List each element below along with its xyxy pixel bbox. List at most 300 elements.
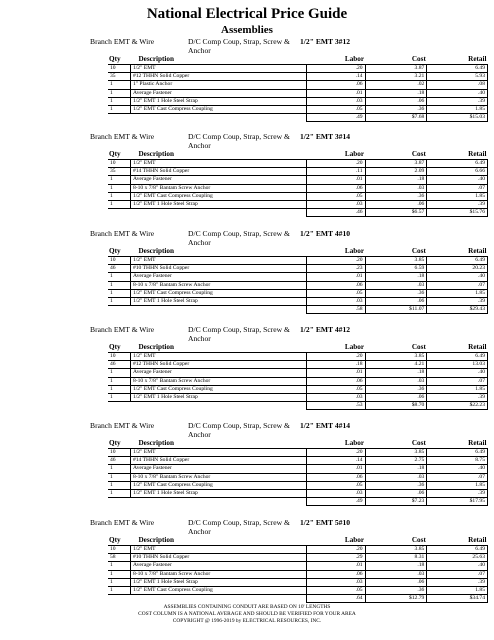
totals-row — [108, 595, 488, 603]
column-header-qty: Qty — [108, 535, 130, 546]
cost-cell: .06 — [365, 298, 427, 306]
table-row — [108, 97, 488, 105]
labor-cell: .06 — [307, 281, 365, 289]
qty-cell: 10 — [108, 257, 130, 265]
retail-cell: 1.85 — [427, 106, 488, 114]
retail-cell: 20.23 — [427, 265, 488, 273]
labor-cell: .01 — [307, 465, 365, 473]
column-header-description: Description — [130, 149, 306, 160]
retail-cell: .39 — [427, 201, 488, 209]
description-cell: 1/2" EMT Cast Compress Coupling — [130, 385, 306, 393]
cost-cell: .06 — [365, 97, 427, 105]
retail-cell: 25.63 — [427, 554, 488, 562]
total-retail: $15.76 — [427, 209, 488, 217]
table-row — [108, 65, 488, 73]
column-header-qty: Qty — [108, 438, 130, 449]
retail-cell: .40 — [427, 369, 488, 377]
totals-spacer — [108, 306, 130, 314]
retail-cell: .39 — [427, 578, 488, 586]
assembly-description: D/C Comp Coup, Strap, Screw & Anchor — [188, 325, 290, 343]
table-row — [108, 89, 488, 97]
qty-cell: 1 — [108, 81, 130, 89]
column-header-labor: Labor — [307, 246, 365, 257]
cost-cell: .03 — [365, 281, 427, 289]
table-row — [108, 369, 488, 377]
total-labor: .49 — [307, 498, 365, 506]
table-row — [108, 465, 488, 473]
cost-cell: 3.85 — [365, 353, 427, 361]
labor-cell: .05 — [307, 587, 365, 595]
column-header-qty: Qty — [108, 342, 130, 353]
assembly-block — [0, 132, 494, 216]
description-cell: Average Fastener — [130, 273, 306, 281]
table-row — [108, 168, 488, 176]
column-header-labor: Labor — [307, 438, 365, 449]
retail-cell: .07 — [427, 473, 488, 481]
labor-cell: .05 — [307, 192, 365, 200]
table-row — [108, 265, 488, 273]
qty-cell: 1 — [108, 289, 130, 297]
retail-cell: .40 — [427, 89, 488, 97]
table-row — [108, 184, 488, 192]
table-header-row — [108, 54, 488, 65]
retail-cell: 1.85 — [427, 192, 488, 200]
retail-cell: 6.49 — [427, 65, 488, 73]
table-row — [108, 554, 488, 562]
retail-cell: 6.49 — [427, 353, 488, 361]
cost-cell: 4.21 — [365, 361, 427, 369]
total-labor: .49 — [307, 114, 365, 122]
cost-cell: .03 — [365, 570, 427, 578]
table-row — [108, 361, 488, 369]
qty-cell: 46 — [108, 361, 130, 369]
column-header-description: Description — [130, 246, 306, 257]
qty-cell: 1 — [108, 578, 130, 586]
cost-cell: .06 — [365, 394, 427, 402]
cost-cell: 3.85 — [365, 546, 427, 554]
totals-spacer — [108, 209, 130, 217]
retail-cell: .40 — [427, 562, 488, 570]
description-cell: 1/2" EMT — [130, 353, 306, 361]
table-row — [108, 449, 488, 457]
cost-cell: .36 — [365, 289, 427, 297]
totals-row — [108, 498, 488, 506]
assembly-code: 1/2" EMT 4#14 — [300, 421, 351, 430]
qty-cell: 46 — [108, 265, 130, 273]
cost-cell: .03 — [365, 184, 427, 192]
cost-cell: .18 — [365, 465, 427, 473]
labor-cell: .18 — [307, 361, 365, 369]
cost-cell: 3.85 — [365, 449, 427, 457]
assembly-category: Branch EMT & Wire — [90, 229, 155, 238]
retail-cell: .39 — [427, 97, 488, 105]
assembly-table — [108, 342, 488, 410]
table-row — [108, 353, 488, 361]
description-cell: #14 THHN Solid Copper — [130, 457, 306, 465]
description-cell: Average Fastener — [130, 465, 306, 473]
labor-cell: .06 — [307, 570, 365, 578]
cost-cell: .06 — [365, 578, 427, 586]
qty-cell: 1 — [108, 184, 130, 192]
qty-cell: 1 — [108, 273, 130, 281]
table-row — [108, 192, 488, 200]
qty-cell: 1 — [108, 377, 130, 385]
retail-cell: 6.66 — [427, 168, 488, 176]
labor-cell: .20 — [307, 353, 365, 361]
column-header-cost: Cost — [365, 54, 427, 65]
labor-cell: .11 — [307, 168, 365, 176]
retail-cell: .39 — [427, 298, 488, 306]
cost-cell: 8.31 — [365, 554, 427, 562]
table-row — [108, 106, 488, 114]
assembly-category: Branch EMT & Wire — [90, 421, 155, 430]
totals-spacer — [130, 402, 306, 410]
table-header-row — [108, 342, 488, 353]
labor-cell: .05 — [307, 106, 365, 114]
table-row — [108, 176, 488, 184]
column-header-cost: Cost — [365, 149, 427, 160]
description-cell: 8-10 x 7/8" Bantam Screw Anchor — [130, 281, 306, 289]
column-header-description: Description — [130, 438, 306, 449]
cost-cell: 6.59 — [365, 265, 427, 273]
totals-spacer — [108, 402, 130, 410]
qty-cell: 46 — [108, 457, 130, 465]
retail-cell: 1.85 — [427, 385, 488, 393]
description-cell: 1/2" EMT Cast Compress Coupling — [130, 106, 306, 114]
table-row — [108, 570, 488, 578]
column-header-labor: Labor — [307, 149, 365, 160]
labor-cell: .05 — [307, 289, 365, 297]
cost-cell: .18 — [365, 369, 427, 377]
description-cell: #12 THHN Solid Copper — [130, 361, 306, 369]
total-retail: $15.03 — [427, 114, 488, 122]
description-cell: 1/2" EMT 1 Hole Steel Strap — [130, 201, 306, 209]
qty-cell: 1 — [108, 465, 130, 473]
description-cell: 1" Plastic Anchor — [130, 81, 306, 89]
labor-cell: .03 — [307, 394, 365, 402]
total-labor: .64 — [307, 595, 365, 603]
page-subtitle: Assemblies — [221, 24, 273, 36]
description-cell: Average Fastener — [130, 89, 306, 97]
assembly-category: Branch EMT & Wire — [90, 37, 155, 46]
qty-cell: 35 — [108, 168, 130, 176]
labor-cell: .03 — [307, 97, 365, 105]
labor-cell: .20 — [307, 257, 365, 265]
description-cell: 1/2" EMT 1 Hole Steel Strap — [130, 97, 306, 105]
column-header-retail: Retail — [427, 246, 488, 257]
retail-cell: 6.49 — [427, 257, 488, 265]
description-cell: 1/2" EMT Cast Compress Coupling — [130, 289, 306, 297]
cost-cell: 3.87 — [365, 65, 427, 73]
retail-cell: 1.85 — [427, 587, 488, 595]
retail-cell: .40 — [427, 176, 488, 184]
description-cell: Average Fastener — [130, 369, 306, 377]
totals-spacer — [130, 209, 306, 217]
labor-cell: .05 — [307, 385, 365, 393]
table-row — [108, 377, 488, 385]
description-cell: 1/2" EMT — [130, 449, 306, 457]
description-cell: 1/2" EMT Cast Compress Coupling — [130, 192, 306, 200]
column-header-cost: Cost — [365, 246, 427, 257]
description-cell: 8-10 x 7/8" Bantam Screw Anchor — [130, 473, 306, 481]
labor-cell: .03 — [307, 578, 365, 586]
total-labor: .53 — [307, 402, 365, 410]
qty-cell: 10 — [108, 65, 130, 73]
total-retail: $17.95 — [427, 498, 488, 506]
total-retail: $34.74 — [427, 595, 488, 603]
assembly-table — [108, 54, 488, 122]
assembly-code: 1/2" EMT 3#14 — [300, 132, 351, 141]
retail-cell: 1.85 — [427, 481, 488, 489]
labor-cell: .03 — [307, 201, 365, 209]
column-header-labor: Labor — [307, 342, 365, 353]
column-header-qty: Qty — [108, 149, 130, 160]
column-header-labor: Labor — [307, 535, 365, 546]
column-header-cost: Cost — [365, 535, 427, 546]
qty-cell: 1 — [108, 587, 130, 595]
cost-cell: 3.87 — [365, 160, 427, 168]
qty-cell: 1 — [108, 481, 130, 489]
retail-cell: 6.49 — [427, 546, 488, 554]
retail-cell: 5.93 — [427, 73, 488, 81]
total-cost: $11.07 — [365, 306, 427, 314]
table-row — [108, 289, 488, 297]
description-cell: 8-10 x 7/8" Bantam Screw Anchor — [130, 184, 306, 192]
assembly-block — [0, 325, 494, 409]
description-cell: 1/2" EMT 1 Hole Steel Strap — [130, 490, 306, 498]
assembly-description: D/C Comp Coup, Strap, Screw & Anchor — [188, 518, 290, 536]
labor-cell: .20 — [307, 449, 365, 457]
labor-cell: .01 — [307, 273, 365, 281]
retail-cell: 6.49 — [427, 449, 488, 457]
assembly-description: D/C Comp Coup, Strap, Screw & Anchor — [188, 37, 290, 55]
qty-cell: 10 — [108, 546, 130, 554]
cost-cell: .03 — [365, 473, 427, 481]
table-row — [108, 562, 488, 570]
totals-spacer — [108, 595, 130, 603]
qty-cell: 1 — [108, 490, 130, 498]
qty-cell: 1 — [108, 201, 130, 209]
assembly-description: D/C Comp Coup, Strap, Screw & Anchor — [188, 421, 290, 439]
assembly-code: 1/2" EMT 4#12 — [300, 325, 351, 334]
qty-cell: 1 — [108, 298, 130, 306]
table-row — [108, 546, 488, 554]
table-row — [108, 160, 488, 168]
qty-cell: 1 — [108, 192, 130, 200]
qty-cell: 1 — [108, 106, 130, 114]
column-header-qty: Qty — [108, 54, 130, 65]
qty-cell: 1 — [108, 473, 130, 481]
cost-cell: .36 — [365, 481, 427, 489]
total-labor: .58 — [307, 306, 365, 314]
labor-cell: .20 — [307, 65, 365, 73]
column-header-description: Description — [130, 342, 306, 353]
page-title: National Electrical Price Guide — [146, 6, 348, 22]
total-cost: $6.57 — [365, 209, 427, 217]
assembly-block — [0, 518, 494, 602]
retail-cell: 8.75 — [427, 457, 488, 465]
assembly-block — [0, 421, 494, 505]
description-cell: #10 THHN Solid Copper — [130, 554, 306, 562]
total-cost: $8.70 — [365, 402, 427, 410]
description-cell: 1/2" EMT Cast Compress Coupling — [130, 587, 306, 595]
labor-cell: .20 — [307, 160, 365, 168]
table-row — [108, 201, 488, 209]
table-row — [108, 587, 488, 595]
column-header-retail: Retail — [427, 54, 488, 65]
description-cell: 1/2" EMT Cast Compress Coupling — [130, 481, 306, 489]
footer-note-cost: COST COLUMN IS A NATIONAL AVERAGE AND SHOULD BE VERIFIED FOR YOUR AREA — [138, 611, 356, 617]
labor-cell: .01 — [307, 562, 365, 570]
description-cell: 1/2" EMT — [130, 65, 306, 73]
column-header-retail: Retail — [427, 438, 488, 449]
labor-cell: .06 — [307, 184, 365, 192]
retail-cell: .07 — [427, 570, 488, 578]
totals-row — [108, 209, 488, 217]
description-cell: #10 THHN Solid Copper — [130, 265, 306, 273]
cost-cell: .18 — [365, 562, 427, 570]
assembly-description: D/C Comp Coup, Strap, Screw & Anchor — [188, 229, 290, 247]
labor-cell: .01 — [307, 176, 365, 184]
description-cell: 1/2" EMT 1 Hole Steel Strap — [130, 298, 306, 306]
table-row — [108, 578, 488, 586]
description-cell: #14 THHN Solid Copper — [130, 168, 306, 176]
table-row — [108, 473, 488, 481]
cost-cell: 3.85 — [365, 257, 427, 265]
table-row — [108, 490, 488, 498]
assembly-code: 1/2" EMT 3#12 — [300, 37, 351, 46]
labor-cell: .01 — [307, 369, 365, 377]
column-header-retail: Retail — [427, 342, 488, 353]
retail-cell: 13.03 — [427, 361, 488, 369]
totals-spacer — [130, 595, 306, 603]
assembly-block — [0, 37, 494, 121]
description-cell: #12 THHN Solid Copper — [130, 73, 306, 81]
retail-cell: .07 — [427, 377, 488, 385]
total-retail: $22.23 — [427, 402, 488, 410]
description-cell: Average Fastener — [130, 176, 306, 184]
total-labor: .46 — [307, 209, 365, 217]
totals-spacer — [108, 114, 130, 122]
cost-cell: .36 — [365, 385, 427, 393]
table-row — [108, 457, 488, 465]
qty-cell: 1 — [108, 281, 130, 289]
cost-cell: .03 — [365, 377, 427, 385]
table-row — [108, 273, 488, 281]
description-cell: 8-10 x 7/8" Bantam Screw Anchor — [130, 377, 306, 385]
assembly-block — [0, 229, 494, 313]
description-cell: 8-10 x 7/8" Bantam Screw Anchor — [130, 570, 306, 578]
total-retail: $29.43 — [427, 306, 488, 314]
labor-cell: .03 — [307, 298, 365, 306]
description-cell: 1/2" EMT — [130, 546, 306, 554]
column-header-qty: Qty — [108, 246, 130, 257]
retail-cell: 6.49 — [427, 160, 488, 168]
column-header-description: Description — [130, 54, 306, 65]
footer-copyright: COPYRIGHT @ 1996-2019 by ELECTRICAL RESOURCES, INC. — [172, 618, 322, 624]
cost-cell: 2.09 — [365, 168, 427, 176]
qty-cell: 1 — [108, 385, 130, 393]
cost-cell: .18 — [365, 176, 427, 184]
qty-cell: 1 — [108, 570, 130, 578]
cost-cell: .02 — [365, 81, 427, 89]
description-cell: 1/2" EMT 1 Hole Steel Strap — [130, 578, 306, 586]
retail-cell: .40 — [427, 273, 488, 281]
assembly-category: Branch EMT & Wire — [90, 132, 155, 141]
table-header-row — [108, 246, 488, 257]
totals-row — [108, 114, 488, 122]
description-cell: 1/2" EMT — [130, 257, 306, 265]
qty-cell: 35 — [108, 73, 130, 81]
cost-cell: .36 — [365, 106, 427, 114]
qty-cell: 58 — [108, 554, 130, 562]
total-cost: $7.68 — [365, 114, 427, 122]
column-header-retail: Retail — [427, 535, 488, 546]
totals-spacer — [130, 498, 306, 506]
retail-cell: .40 — [427, 465, 488, 473]
retail-cell: .07 — [427, 184, 488, 192]
qty-cell: 1 — [108, 369, 130, 377]
assembly-table — [108, 438, 488, 506]
description-cell: 1/2" EMT 1 Hole Steel Strap — [130, 394, 306, 402]
cost-cell: .06 — [365, 201, 427, 209]
labor-cell: .20 — [307, 546, 365, 554]
assembly-table — [108, 149, 488, 217]
qty-cell: 10 — [108, 160, 130, 168]
assembly-table — [108, 246, 488, 314]
assembly-category: Branch EMT & Wire — [90, 325, 155, 334]
table-row — [108, 281, 488, 289]
labor-cell: .23 — [307, 265, 365, 273]
labor-cell: .14 — [307, 73, 365, 81]
cost-cell: .06 — [365, 490, 427, 498]
table-row — [108, 481, 488, 489]
qty-cell: 1 — [108, 176, 130, 184]
table-row — [108, 257, 488, 265]
qty-cell: 10 — [108, 449, 130, 457]
totals-spacer — [130, 306, 306, 314]
table-header-row — [108, 535, 488, 546]
total-cost: $12.79 — [365, 595, 427, 603]
column-header-description: Description — [130, 535, 306, 546]
table-row — [108, 73, 488, 81]
table-header-row — [108, 149, 488, 160]
footer — [0, 604, 494, 625]
cost-cell: .36 — [365, 587, 427, 595]
table-row — [108, 394, 488, 402]
assembly-code: 1/2" EMT 4#10 — [300, 229, 351, 238]
labor-cell: .01 — [307, 89, 365, 97]
labor-cell: .03 — [307, 490, 365, 498]
labor-cell: .06 — [307, 377, 365, 385]
labor-cell: .06 — [307, 81, 365, 89]
labor-cell: .14 — [307, 457, 365, 465]
totals-row — [108, 306, 488, 314]
cost-cell: .36 — [365, 192, 427, 200]
retail-cell: 1.85 — [427, 289, 488, 297]
column-header-retail: Retail — [427, 149, 488, 160]
labor-cell: .29 — [307, 554, 365, 562]
qty-cell: 1 — [108, 89, 130, 97]
cost-cell: 3.21 — [365, 73, 427, 81]
total-cost: $7.23 — [365, 498, 427, 506]
column-header-labor: Labor — [307, 54, 365, 65]
retail-cell: .07 — [427, 281, 488, 289]
totals-spacer — [130, 114, 306, 122]
cost-cell: .18 — [365, 273, 427, 281]
table-row — [108, 385, 488, 393]
assembly-table — [108, 535, 488, 603]
